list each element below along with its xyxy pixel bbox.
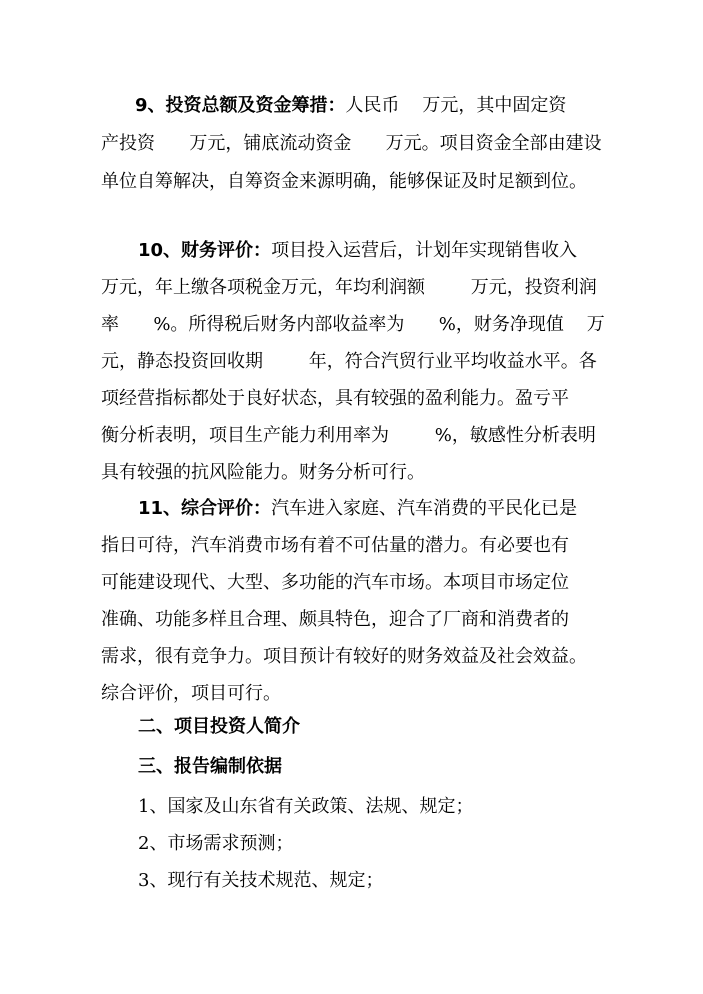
section-11-heading: 11、综合评价： [138, 498, 272, 519]
section-11-line-0: 汽车进入家庭、汽车消费的平民化已是 [271, 498, 578, 519]
section-10-line-1: 万元，年上缴各项税金万元，年均利润额 万元，投资利润 [101, 277, 597, 298]
section-10-line-6: 具有较强的抗风险能力。财务分析可行。 [101, 462, 425, 483]
list-item: 2、市场需求预测； [138, 833, 294, 854]
section-9-line-2: 单位自筹解决，自筹资金来源明确，能够保证及时足额到位。 [101, 171, 587, 192]
heading-report-basis: 三、报告编制依据 [138, 756, 282, 777]
section-11-line-2: 可能建设现代、大型、多功能的汽车市场。本项目市场定位 [101, 572, 569, 593]
list-item: 1、国家及山东省有关政策、法规、规定； [138, 796, 474, 817]
section-11-first-line [138, 497, 577, 521]
section-9-line-1: 产投资 万元，铺底流动资金 万元。项目资金全部由建设 [101, 133, 602, 154]
section-10-first-line [138, 239, 577, 263]
section-10-heading: 10、财务评价： [138, 240, 272, 261]
heading-investor-profile: 二、项目投资人简介 [138, 716, 300, 737]
list-item: 3、现行有关技术规范、规定； [138, 870, 384, 891]
section-11-line-5: 综合评价，项目可行。 [101, 683, 281, 704]
section-10-line-4: 项经营指标都处于良好状态，具有较强的盈利能力。盈亏平 [101, 388, 569, 409]
section-11-line-4: 需求，很有竞争力。项目预计有较好的财务效益及社会效益。 [101, 646, 587, 667]
section-9-line-0: 人民币 万元，其中固定资 [345, 95, 567, 116]
section-11-line-1: 指日可待，汽车消费市场有着不可估量的潜力。有必要也有 [101, 535, 569, 556]
section-9-first-line [135, 94, 566, 118]
section-10-line-3: 元，静态投资回收期 年，符合汽贸行业平均收益水平。各 [101, 351, 597, 372]
section-10-line-0: 项目投入运营后，计划年实现销售收入 [271, 240, 578, 261]
section-10-line-5: 衡分析表明，项目生产能力利用率为 %，敏感性分析表明 [101, 425, 596, 446]
section-9-heading: 9、投资总额及资金筹措： [135, 95, 346, 116]
section-10-line-2: 率 %。所得税后财务内部收益率为 %，财务净现值 万 [101, 314, 605, 335]
section-11-line-3: 准确、功能多样且合理、颇具特色，迎合了厂商和消费者的 [101, 609, 569, 630]
